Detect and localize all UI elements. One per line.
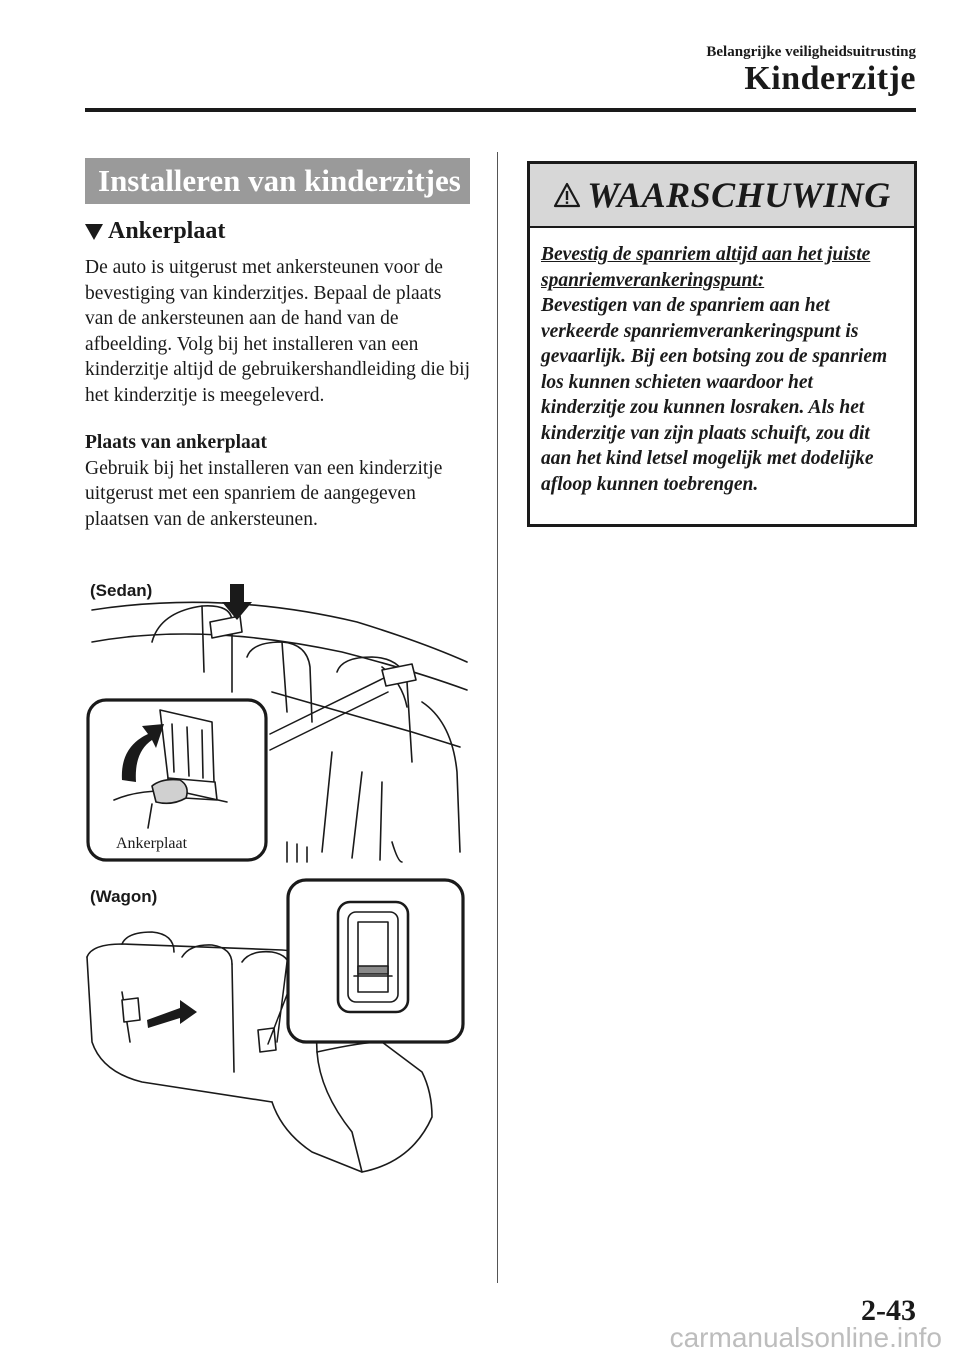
warning-body xyxy=(530,228,914,497)
column-divider xyxy=(497,152,498,1283)
header-rule xyxy=(85,108,916,112)
watermark: carmanualsonline.info xyxy=(669,1322,942,1353)
header-section-title: Belangrijke veiligheidsuitrusting xyxy=(706,44,916,60)
header-chapter-title: Kinderzitje xyxy=(744,60,916,97)
left-column xyxy=(85,158,470,532)
sedan-label: (Sedan) xyxy=(90,581,153,600)
triangle-bullet-icon xyxy=(85,224,103,240)
wagon-label: (Wagon) xyxy=(90,887,158,906)
sedan-anchor-marker xyxy=(210,584,416,686)
intro-paragraph: De auto is uitgerust met ankersteunen voor de bevestiging van kinderzitjes. Bepaal de plaats van de ankersteunen aan de hand van de afbeelding. Volg bij het installeren van een kinderzitje altijd de gebruikershandleiding die bij het kinderzitje is meegeleverd. xyxy=(85,257,471,406)
wagon-anchor-inset xyxy=(288,880,463,1042)
warning-lead: Bevestig de spanriem altijd aan het juiste spanriemverankeringspunt: xyxy=(541,244,871,291)
location-title: Plaats van ankerplaat xyxy=(85,432,268,453)
warning-title: WAARSCHUWING xyxy=(587,175,891,215)
warning-text: Bevestigen van de spanriem aan het verkeerde spanriemverankeringspunt is gevaarlijk. Bij een botsing zou de spanriem los kunnen schieten waardoor het kinderzitje zou kunnen losraken. Als het kinderzitje van zijn plaats schuift, zou dit aan het kind letsel mogelijk met dodelijke afloop kunnen toebrengen. xyxy=(541,295,888,495)
location-block xyxy=(85,430,470,532)
warning-box xyxy=(527,161,917,527)
sedan-anchor-inset xyxy=(88,700,266,860)
anchor-location-figure xyxy=(82,572,472,1232)
sub-heading xyxy=(85,218,470,245)
location-text: Gebruik bij het installeren van een kinderzitje uitgerust met een spanriem de aangegeven plaatsen van de ankersteunen. xyxy=(85,457,443,530)
warning-header xyxy=(530,164,914,228)
page-number: 2-43 xyxy=(861,1294,916,1327)
sub-heading-label: Ankerplaat xyxy=(108,218,226,244)
anchor-plate-label: Ankerplaat xyxy=(116,835,188,852)
section-title: Installeren van kinderzitjes xyxy=(85,158,470,204)
warning-triangle-icon xyxy=(553,182,581,208)
